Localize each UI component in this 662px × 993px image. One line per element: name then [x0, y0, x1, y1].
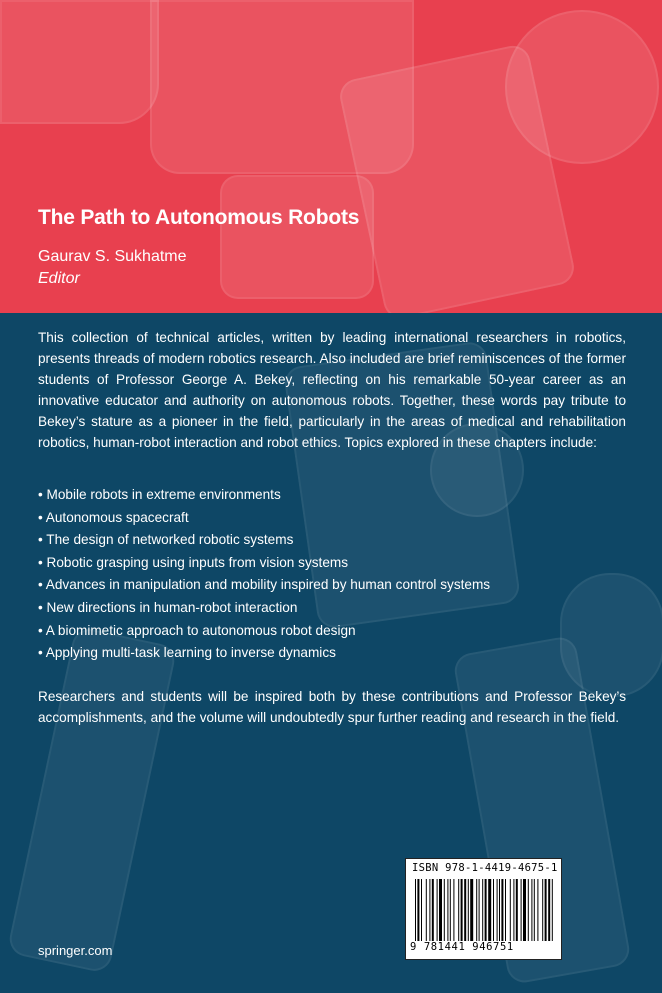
barcode-bar — [528, 879, 529, 941]
topic-item: • Mobile robots in extreme environments — [38, 487, 281, 502]
topic-item: • Applying multi-task learning to inverse dynamics — [38, 645, 336, 661]
barcode-bar — [432, 879, 434, 941]
barcode-bar — [437, 879, 438, 941]
barcode-bar — [470, 879, 473, 941]
barcode-bar — [468, 879, 469, 941]
barcode-bar — [479, 879, 480, 941]
barcode-bar — [453, 879, 454, 941]
barcode-bar — [501, 879, 503, 941]
robot-art-joint — [220, 175, 374, 299]
barcode-bar — [537, 879, 538, 941]
barcode-bar — [426, 879, 427, 941]
barcode-bar — [513, 879, 514, 941]
barcode-bar — [429, 879, 430, 941]
isbn-label: ISBN 978-1-4419-4675-1 — [412, 862, 558, 874]
barcode-bar — [488, 879, 491, 941]
barcode-bar — [505, 879, 506, 941]
barcode-bar — [476, 879, 477, 941]
barcode-bar — [415, 879, 416, 941]
barcode-bar — [499, 879, 500, 941]
barcode-bar — [521, 879, 522, 941]
barcode-bar — [516, 879, 518, 941]
barcode-bar — [485, 879, 487, 941]
topic-item: • The design of networked robotic systems — [38, 532, 294, 548]
barcode-bar — [450, 879, 451, 941]
closing-paragraph: Researchers and students will be inspired both by these contributions and Professor Bekey’s accomplishments, and the volume will undoubtedly spur further reading and research in the field. — [38, 689, 626, 725]
robot-art-knee — [560, 573, 662, 697]
topic-item: • A biomimetic approach to autonomous robot design — [38, 622, 356, 638]
barcode-bar — [447, 879, 448, 941]
book-description: This collection of technical articles, written by leading international researchers in robotics, presents threads of modern robotics research. Also included are brief reminiscences of the former students of Professor George A. Bekey, reflecting on his remarkable 50-year career as an innovative educator and authority on autonomous robots. Together, these words pay tribute to Bekey’s stature as a pioneer in the field, particularly in the areas of medical and rehabilitation robotics, human-robot interaction and robot ethics. Topics explored in these chapters include: — [38, 330, 626, 450]
barcode-bar — [439, 879, 442, 941]
barcode-bar — [523, 879, 526, 941]
barcode-bar — [510, 879, 511, 941]
author-name: Gaurav S. Sukhatme — [38, 248, 187, 265]
barcode-bar — [417, 879, 419, 941]
barcode-bar — [444, 879, 445, 941]
barcode-bar — [493, 879, 494, 941]
barcode-bar — [482, 879, 483, 941]
robot-art-leg-left — [6, 626, 177, 974]
barcode-bar — [545, 879, 547, 941]
book-title: The Path to Autonomous Robots — [38, 206, 360, 229]
cover-top-band — [0, 0, 662, 313]
author-role: Editor — [38, 270, 80, 287]
robot-art-gear — [505, 10, 659, 164]
barcode-bar — [542, 879, 543, 941]
barcode-bar — [461, 879, 463, 941]
isbn-barcode — [405, 858, 562, 960]
barcode-bar — [421, 879, 422, 941]
topic-item: • Autonomous spacecraft — [38, 509, 189, 525]
barcode-bars — [415, 879, 553, 941]
topic-item: • Advances in manipulation and mobility inspired by human control systems — [38, 577, 491, 593]
publisher-website: springer.com — [38, 943, 113, 958]
topic-list — [38, 484, 490, 665]
barcode-bar — [552, 879, 553, 941]
barcode-digits: 9 781441 946751 — [410, 941, 514, 953]
barcode-bar — [534, 879, 535, 941]
robot-art-head — [0, 0, 159, 124]
barcode-bar — [548, 879, 550, 941]
topic-item: • Robotic grasping using inputs from vision systems — [38, 554, 348, 570]
barcode-bar — [497, 879, 498, 941]
barcode-bar — [458, 879, 459, 941]
topic-item: • New directions in human-robot interaction — [38, 599, 298, 615]
barcode-bar — [464, 879, 466, 941]
barcode-bar — [531, 879, 532, 941]
